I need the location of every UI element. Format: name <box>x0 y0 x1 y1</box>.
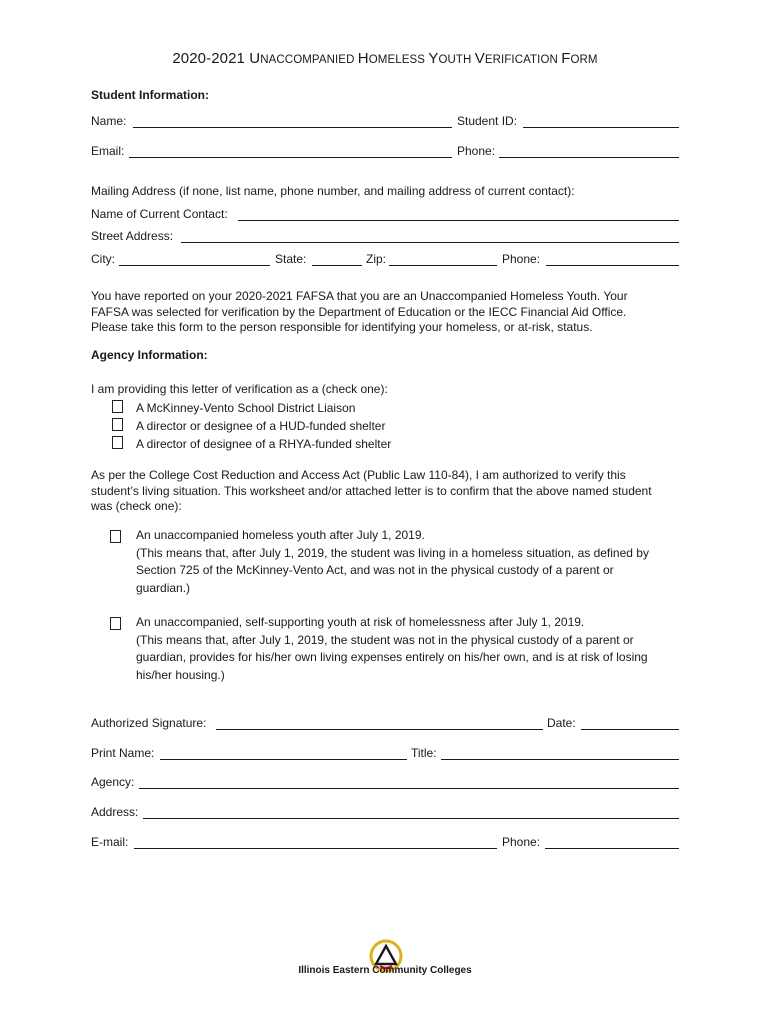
sig-email-label: E-mail: <box>91 835 129 849</box>
print-name-row <box>91 746 679 762</box>
title-word: FORM <box>561 50 598 67</box>
phone2-field[interactable] <box>546 265 679 266</box>
title-year: 2020-2021 <box>172 50 250 67</box>
checkbox[interactable] <box>110 530 121 543</box>
address-field[interactable] <box>143 818 679 819</box>
zip-field[interactable] <box>389 265 497 266</box>
student-id-label: Student ID: <box>457 114 518 128</box>
city-label: City: <box>91 252 115 266</box>
date-field[interactable] <box>581 729 679 730</box>
sig-phone-field[interactable] <box>545 848 679 849</box>
street-row <box>91 229 679 245</box>
sig-email-row <box>91 835 679 851</box>
title-label: Title: <box>411 746 437 760</box>
date-label: Date: <box>547 716 576 730</box>
title-word: HOMELESS <box>357 50 429 67</box>
title-word: VERIFICATION <box>474 50 562 67</box>
phone-field[interactable] <box>499 157 679 158</box>
contact-field[interactable] <box>238 220 679 221</box>
contact-row <box>91 207 679 223</box>
name-label: Name: <box>91 114 127 128</box>
phone2-label: Phone: <box>502 252 541 266</box>
city-field[interactable] <box>119 265 270 266</box>
email-label: Email: <box>91 144 125 158</box>
name-field[interactable] <box>133 127 452 128</box>
sig-email-field[interactable] <box>134 848 497 849</box>
phone-label: Phone: <box>457 144 496 158</box>
agency-label: Agency: <box>91 775 135 789</box>
name-row <box>91 114 679 130</box>
agency-info-heading: Agency Information: <box>91 348 208 362</box>
checkbox[interactable] <box>110 617 121 630</box>
provider-option[interactable]: A director or designee of a HUD-funded shelter <box>112 418 385 433</box>
checkbox[interactable] <box>112 400 123 413</box>
provider-option[interactable]: A McKinney-Vento School District Liaison <box>112 400 355 415</box>
footer-org-name: Illinois Eastern Community Colleges <box>298 965 472 976</box>
form-title <box>0 50 770 67</box>
contact-label: Name of Current Contact: <box>91 207 228 221</box>
act-paragraph: As per the College Cost Reduction and Access Act (Public Law 110-84), I am authorized to verify this student’s living situation. This worksheet and/or attached letter is to confirm that the above named student was (check one): <box>91 468 652 513</box>
city-row <box>91 252 679 268</box>
email-row <box>91 144 679 160</box>
title-word: UNACCOMPANIED <box>249 50 358 67</box>
zip-label: Zip: <box>366 252 387 266</box>
signature-row <box>91 716 679 732</box>
email-field[interactable] <box>129 157 452 158</box>
checkbox[interactable] <box>112 436 123 449</box>
form-page: 2020-2021 UNACCOMPANIED HOMELESS YOUTH VERIFICATION FORM Student Information: Name: Student ID: Email: Phone: Mailing Address (if none, list name, phone number, and mailing address of current contact): Name of Current Contact: Street Address: City: State: Zip: Phone: You have reported on your 2020-2021 FAFSA that you are an Unaccompanied Homeless Youth. Your FAFSA was selected for verification by the Department of Education or the IECC Financial Aid Office. Please take this form to the person responsible for identifying your homeless, or at-risk, status. Agency Information: I am providing this letter of verification as a (check one): A McKinney-Vento School District Liaison A director or designee of a HUD-funded shelter A director of designee of a RHYA-funded shelter As per the College Cost Reduction and Access Act (Public Law 110-84), I am authorized to verify this student’s living situation. This worksheet and/or attached letter is to confirm that the above named student was (check one): An unaccompanied homeless youth after July 1, 2019. (This means that, after July 1, 2019, the student was living in a homeless situation, as defined by Section 725 of the McKinney-Vento Act, and was not in the physical custody of a parent or guardian.) An unaccompanied, self-supporting youth at risk of homelessness after July 1, 2019. (This means that, after July 1, 2019, the student was not in the physical custody of a parent or guardian, provides for his/her own living expenses entirely on his/her own, and is at risk of losing his/her housing.) Authorized Signature: Date: Print Name: Title: Agency: Address: E-mail: Phone: Illinois Eastern Community Colleges <box>0 0 770 1024</box>
print-name-label: Print Name: <box>91 746 155 760</box>
agency-row <box>91 775 679 791</box>
print-name-field[interactable] <box>160 759 407 760</box>
mailing-note: Mailing Address (if none, list name, phone number, and mailing address of current contact): <box>91 184 575 198</box>
signature-field[interactable] <box>216 729 543 730</box>
street-field[interactable] <box>181 242 679 243</box>
student-id-field[interactable] <box>523 127 679 128</box>
address-label: Address: <box>91 805 139 819</box>
address-row <box>91 805 679 821</box>
state-field[interactable] <box>312 265 362 266</box>
checkbox[interactable] <box>112 418 123 431</box>
provider-prompt: I am providing this letter of verification as a (check one): <box>91 382 388 396</box>
state-label: State: <box>275 252 307 266</box>
street-label: Street Address: <box>91 229 174 243</box>
sig-phone-label: Phone: <box>502 835 541 849</box>
agency-field[interactable] <box>139 788 679 789</box>
student-info-heading: Student Information: <box>91 88 209 102</box>
title-word: YOUTH <box>428 50 475 67</box>
title-field[interactable] <box>441 759 679 760</box>
signature-label: Authorized Signature: <box>91 716 207 730</box>
intro-paragraph: You have reported on your 2020-2021 FAFSA that you are an Unaccompanied Homeless Youth. Your FAFSA was selected for verification by the Department of Education or the IECC Financial Aid Office. Please take this form to the person responsible for identifying your homeless, or at-risk, status. <box>91 289 628 334</box>
provider-option[interactable]: A director of designee of a RHYA-funded shelter <box>112 436 391 451</box>
